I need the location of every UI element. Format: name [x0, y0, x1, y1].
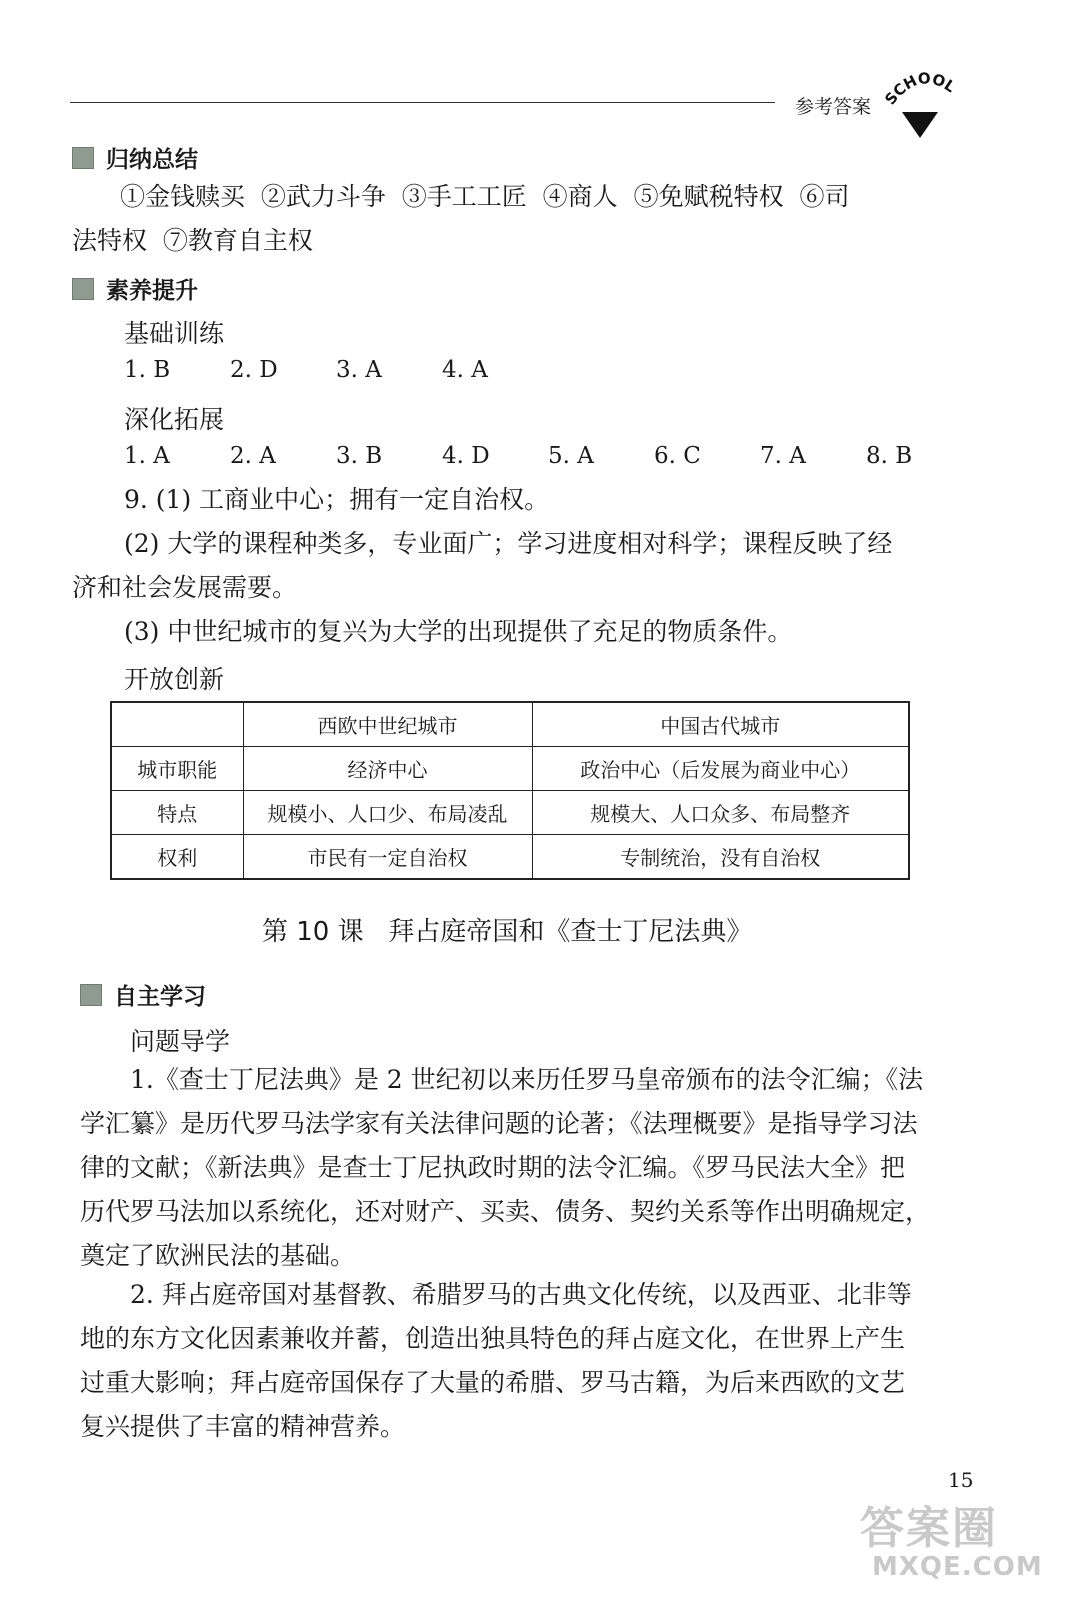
header-label: 参考答案	[795, 96, 872, 118]
school-logo-text: SCHOOL	[881, 72, 959, 109]
answer-item: 4. D	[442, 443, 490, 469]
section-summary-title: 归纳总结	[106, 147, 198, 173]
q9-part-1: 9. (1) 工商业中心；拥有一定自治权。	[124, 485, 550, 514]
watermark-logo: 答案圈	[860, 1503, 998, 1554]
answer-item: 8. B	[866, 443, 913, 469]
school-logo-icon	[880, 72, 960, 142]
text-line: 律的文献；《新法典》是查士丁尼执政时期的法令汇编。《罗马民法大全》把	[80, 1153, 906, 1182]
table-cell: 权利	[111, 835, 243, 880]
table-cell: 政治中心（后发展为商业中心）	[532, 747, 909, 791]
open-innovation-label: 开放创新	[124, 665, 225, 694]
section-practice-heading	[72, 272, 198, 305]
answer-item: 7. A	[760, 443, 806, 469]
answer-item: 2. D	[230, 357, 278, 383]
text-line: 奠定了欧洲民法的基础。	[80, 1241, 356, 1270]
table-header-cell: 中国古代城市	[532, 702, 909, 747]
q9-part-2a: (2) 大学的课程种类多，专业面广；学习进度相对科学；课程反映了经	[124, 529, 893, 558]
text-line: 1.《查士丁尼法典》是 2 世纪初以来历任罗马皇帝颁布的法令汇编；《法	[130, 1065, 924, 1094]
answer-item: 5. A	[548, 443, 594, 469]
q9-part-2b: 济和社会发展需要。	[72, 573, 298, 602]
table-cell: 专制统治，没有自治权	[532, 835, 909, 880]
watermark-url: MXQE.COM	[872, 1552, 1043, 1582]
text-line: 地的东方文化因素兼收并蓄，创造出独具特色的拜占庭文化，在世界上产生	[80, 1324, 906, 1353]
answer-item: 3. B	[336, 443, 383, 469]
deep-expansion-label: 深化拓展	[124, 405, 225, 434]
table-row	[111, 835, 909, 880]
deep-answers	[124, 443, 926, 469]
answer-item: 3. A	[336, 357, 382, 383]
table-header-cell	[111, 702, 243, 747]
answer-item: 6. C	[654, 443, 701, 469]
basic-training-label: 基础训练	[124, 319, 225, 348]
text-line: 2. 拜占庭帝国对基督教、希腊罗马的古典文化传统，以及西亚、北非等	[130, 1280, 912, 1309]
table-row	[111, 747, 909, 791]
answer-item: 4. A	[442, 357, 488, 383]
page-number: 15	[948, 1468, 974, 1492]
table-cell: 市民有一定自治权	[243, 835, 532, 880]
section-marker-icon	[72, 278, 94, 300]
table-cell: 城市职能	[111, 747, 243, 791]
table-header-row	[111, 702, 909, 747]
self-study-answer-1	[80, 1058, 960, 1278]
table-cell: 规模小、人口少、布局凌乱	[243, 791, 532, 835]
table-header-cell: 西欧中世纪城市	[243, 702, 532, 747]
self-study-answer-2	[80, 1273, 960, 1449]
answer-item: 1. A	[124, 443, 170, 469]
city-comparison-table	[110, 701, 910, 880]
answer-item: 1. B	[124, 357, 171, 383]
text-line: 复兴提供了丰富的精神营养。	[80, 1412, 406, 1441]
section-self-study-title: 自主学习	[114, 984, 206, 1010]
section-marker-icon	[80, 984, 102, 1006]
basic-answers	[124, 357, 548, 383]
lesson-title: 第 10 课 拜占庭帝国和《查士丁尼法典》	[262, 917, 753, 947]
text-line: 学汇纂》是历代罗马法学家有关法律问题的论著；《法理概要》是指导学习法	[80, 1109, 918, 1138]
table-cell: 规模大、人口众多、布局整齐	[532, 791, 909, 835]
table-row	[111, 791, 909, 835]
summary-line-1: ①金钱赎买 ②武力斗争 ③手工工匠 ④商人 ⑤免赋税特权 ⑥司	[120, 182, 850, 211]
section-practice-title: 素养提升	[106, 278, 198, 304]
self-study-subtitle: 问题导学	[130, 1027, 231, 1056]
section-summary-heading	[72, 141, 198, 174]
section-self-study-heading	[80, 978, 206, 1011]
text-line: 过重大影响；拜占庭帝国保存了大量的希腊、罗马古籍，为后来西欧的文艺	[80, 1368, 906, 1397]
summary-line-2: 法特权 ⑦教育自主权	[72, 226, 313, 255]
section-marker-icon	[72, 147, 94, 169]
text-line: 历代罗马法加以系统化，还对财产、买卖、债务、契约关系等作出明确规定，	[80, 1197, 931, 1226]
q9-part-3: (3) 中世纪城市的复兴为大学的出现提供了充足的物质条件。	[124, 617, 793, 646]
table-cell: 经济中心	[243, 747, 532, 791]
table-cell: 特点	[111, 791, 243, 835]
answer-item: 2. A	[230, 443, 276, 469]
header-rule	[70, 102, 775, 103]
svg-text:SCHOOL	[881, 72, 959, 108]
